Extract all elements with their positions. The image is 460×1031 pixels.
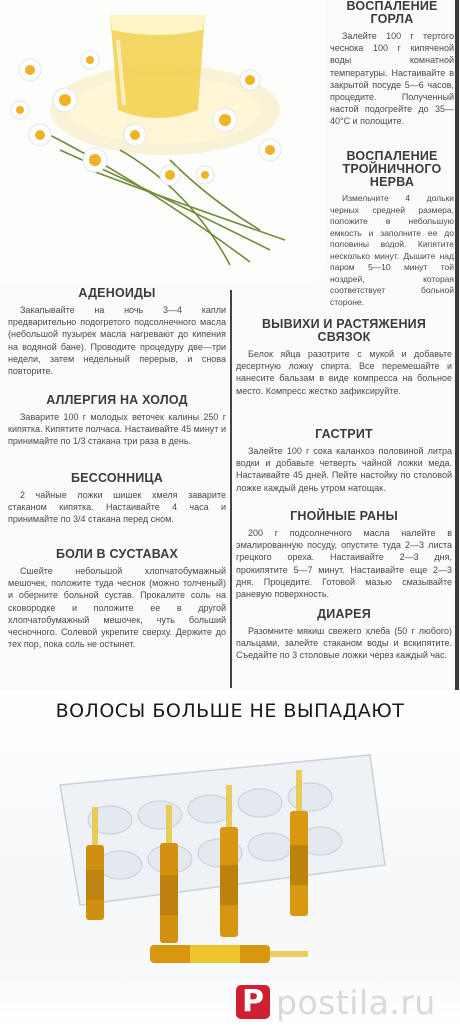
article-text: Залейте 100 г сока каланхоэ половиной литра водки и добавьте четверть чайной ложки меда. Настаивайте 45 дней. Пейте настойку по столовой ложке каждый день утром натощак. xyxy=(236,446,452,493)
article-title: ВОСПАЛЕНИЕ ТРОЙНИЧНОГО НЕРВА xyxy=(342,149,442,189)
article-title: БОЛИ В СУСТАВАХ xyxy=(55,547,179,561)
article-title: ВОСПАЛЕНИЕ ГОРЛА xyxy=(346,0,438,26)
article-text: 200 г подсолнечного масла налейте в эмалированную посуду, опустите туда 2—3 листа грецкого ореха. Настаивайте 2—3 дня, прокипятите 5—7 минут. Настаивайте еще 2—3 дня. Процедите. Готовой мазью смазывайте раневую поверхность. xyxy=(236,528,452,600)
article-diarrhea xyxy=(236,608,452,662)
article-sprains xyxy=(236,318,452,397)
postila-brand-text: postila.ru xyxy=(276,982,436,1022)
postila-watermark[interactable] xyxy=(236,982,436,1022)
article-text: Закапывайте на ночь 3—4 капли предварительно подогретого подсолнечного масла (небольшой пузырек масла нагревают до кипения на водяной бане). Проводите процедуру две—три недели, затем недельный перерыв, и снова повторите. xyxy=(8,305,226,377)
article-adenoids xyxy=(8,287,226,377)
article-title: АДЕНОИДЫ xyxy=(78,286,156,300)
article-throat xyxy=(330,0,454,128)
ampoules-illustration xyxy=(40,745,400,980)
article-text: Сшейте небольшой хлопчатобумажный мешочек, положите туда чеснок (можно толченый) и оберните больной сустав. Прокалите соль на сковородке и положите ее в другой хлопчатобумажный мешочек, чуть больший чесночного. Солевой укрепите сверху. Держите до тех пор, пока соль не остынет. xyxy=(8,566,226,650)
article-text: Залейте 100 г тертого чеснока 100 г кипяченой воды комнатной температуры. Настаивайте в закрытой посуде 5—6 часов, процедите. Полученный настой подогрейте до 35—40°C и полощите. xyxy=(330,31,454,127)
article-text: Разомните мякиш свежего хлеба (50 г любого) пальцами, залейте стаканом воды и вскипятите. Съедайте по 3 столовые ложки через каждый час. xyxy=(236,626,452,661)
chamomile-tea-photo xyxy=(0,0,325,285)
article-title: ГНОЙНЫЕ РАНЫ xyxy=(290,509,398,523)
article-text: Заварите 100 г молодых веточек калины 250 г кипятка. Кипятите полчаса. Настаивайте 45 минут и принимайте по 1/3 стакана три раза в день. xyxy=(8,412,226,447)
chamomile-tea-illustration xyxy=(0,0,325,285)
article-title: ГАСТРИТ xyxy=(315,427,373,441)
article-trigeminal xyxy=(330,150,454,308)
article-title: ДИАРЕЯ xyxy=(317,607,371,621)
article-joints xyxy=(8,548,226,650)
article-wounds xyxy=(236,510,452,600)
article-title: БЕССОННИЦА xyxy=(71,471,163,485)
column-divider xyxy=(230,290,232,688)
article-gastritis xyxy=(236,428,452,494)
article-title: ВЫВИХИ И РАСТЯЖЕНИЯ СВЯЗОК xyxy=(261,317,427,344)
banner-title: ВОЛОСЫ БОЛЬШЕ НЕ ВЫПАДАЮТ xyxy=(55,700,405,722)
article-title: АЛЛЕРГИЯ НА ХОЛОД xyxy=(46,393,188,407)
article-text: Белок яйца разотрите с мукой и добавьте десертную ложку спирта. Все перемешайте и нанесите бальзам в виде компресса на больное место. Компресс жестко зафиксируйте. xyxy=(236,349,452,396)
article-insomnia xyxy=(8,472,226,526)
article-allergy xyxy=(8,394,226,448)
hair-vials-image xyxy=(0,690,460,1031)
article-text: 2 чайные ложки шишек хмеля заварите стаканом кипятка. Настаивайте 4 часа и принимайте по 3/4 стакана перед сном. xyxy=(8,490,226,525)
page-edge-border xyxy=(455,0,459,690)
article-text: Измельчите 4 дольки черных средней размера, положите в небольшую емкость и заполните ее до половины водой. Кипятите несколько минут. Дышите над паром 5—10 минут той ноздрей, которая соответствует больной стороне. xyxy=(330,193,454,307)
postila-logo-icon: P xyxy=(236,985,270,1019)
